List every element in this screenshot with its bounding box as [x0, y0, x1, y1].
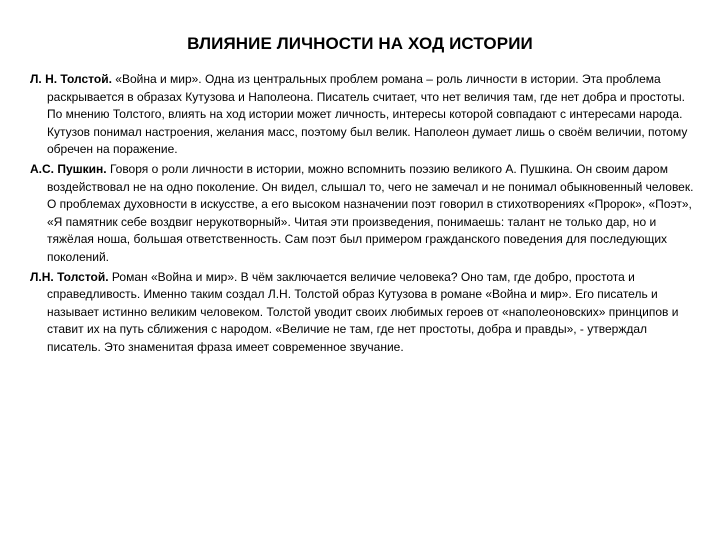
paragraph-pushkin [30, 161, 698, 267]
paragraph-text: Говоря о роли личности в истории, можно вспомнить поэзию великого А. Пушкина. Он своим даром воздействовал не на одно поколение. Он видел, слышал то, чего не замечал и не понимал обыкновенный человек. О проблемах духовности в искусстве, а его высоком назначении поэт говорил в стихотворениях «Пророк», «Поэт», «Я памятник себе воздвиг нерукотворный». Читая эти произведения, понимаешь: талант не только дар, но и тяжёлая ноша, большая ответственность. Сам поэт был примером гражданского поведения для последующих поколений. [47, 161, 694, 264]
paragraph-tolstoy-2 [30, 269, 698, 357]
paragraph-text: «Война и мир». Одна из центральных проблем романа – роль личности в истории. Эта проблема раскрывается в образах Кутузова и Наполеона. Писатель считает, что нет величия там, где нет добра и простоты. По мнению Толстого, влиять на ход истории может личность, интересы которой совпадают с интересами народа. Кутузов понимал настроения, желания масс, поэтому был велик. Наполеон думает лишь о своём величии, потому обречен на поражение. [47, 72, 688, 157]
paragraph-lead: Л. Н. Толстой. [30, 72, 112, 86]
paragraph-lead: А.С. Пушкин. [30, 161, 107, 176]
paragraph-lead: Л.Н. Толстой. [30, 269, 109, 284]
slide-title: ВЛИЯНИЕ ЛИЧНОСТИ НА ХОД ИСТОРИИ [187, 34, 533, 53]
slide-body [30, 71, 698, 359]
paragraph-text: Роман «Война и мир». В чём заключается величие человека? Оно там, где добро, простота и справедливость. Именно таким создал Л.Н. Толстой образ Кутузова в романе «Война и мир». Его писатель и называет истинно великим человеком. Толстой уводит своих любимых героев от «наполеоновских» принципов и ставит их на путь сближения с народом. «Величие не там, где нет простоты, добра и правды», - утверждал писатель. Это знаменитая фраза имеет современное звучание. [47, 269, 679, 354]
paragraph-tolstoy-1 [30, 71, 698, 159]
